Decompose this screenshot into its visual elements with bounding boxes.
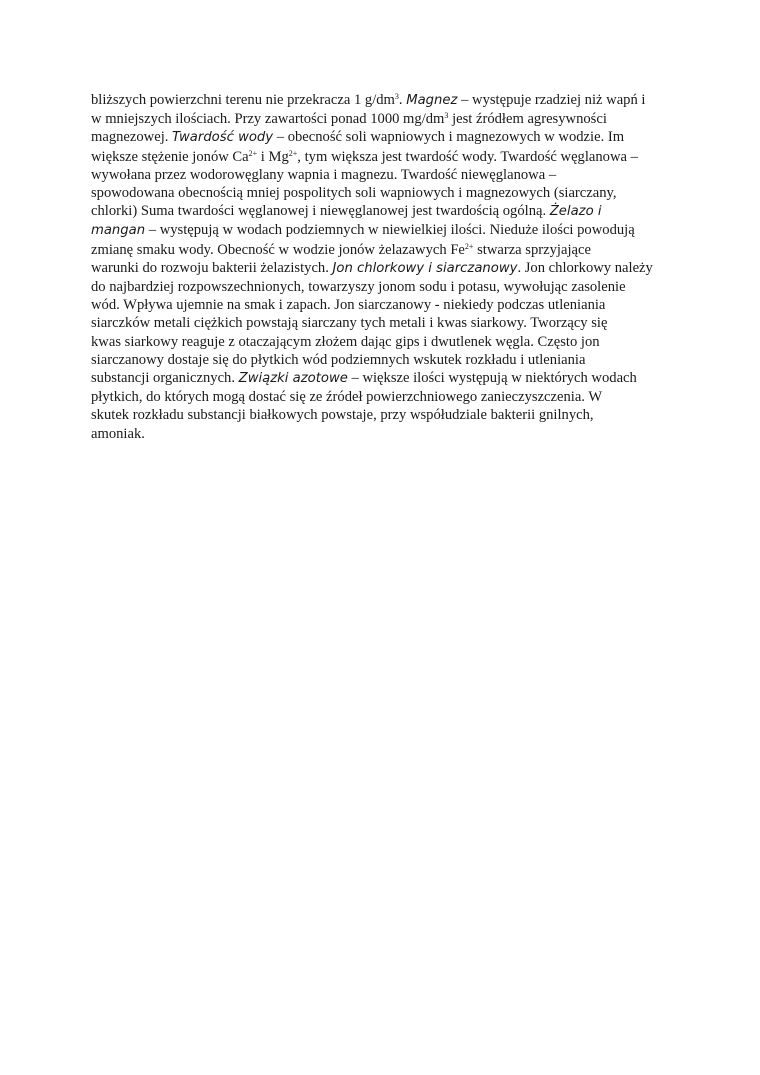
text-line-16: substancji organicznych. Związki azotowe – większe ilości występują w niektórych wodach bbox=[91, 370, 637, 387]
term-mangan: mangan bbox=[91, 223, 146, 239]
text-line-12: wód. Wpływa ujemnie na smak i zapach. Jon siarczanowy - niekiedy podczas utleniania bbox=[91, 297, 606, 314]
text-line-19: amoniak. bbox=[91, 425, 145, 442]
body-text bbox=[91, 91, 681, 443]
term-jon: Jon chlorkowy i siarczanowy bbox=[332, 260, 518, 276]
text-line-8: mangan – występują w wodach podziemnych w niewielkiej ilości. Nieduże ilości powodują bbox=[91, 222, 635, 239]
term-zelazo: Żelazo i bbox=[549, 204, 602, 220]
text-line-2: w mniejszych ilościach. Przy zawartości ponad 1000 $mg/dm^3$ jest źródłem agresywności bbox=[91, 111, 607, 128]
text-line-18: skutek rozkładu substancji białkowych powstaje, przy współudziale bakterii gnilnych, bbox=[91, 407, 594, 424]
text-line-15: siarczanowy dostaje się do płytkich wód podziemnych wskutek rozkładu i utleniania bbox=[91, 351, 586, 368]
term-twardosc-wody: Twardość wody bbox=[172, 130, 274, 146]
superscript: 3 bbox=[394, 92, 399, 101]
text-line-6: spowodowana obecnością mniej pospolitych soli wapniowych i magnezowych (siarczany, bbox=[91, 185, 617, 202]
superscript: 2+ bbox=[464, 241, 474, 251]
text-line-3: magnezowej. Twardość wody – obecność soli wapniowych i magnezowych w wodzie. Im bbox=[91, 129, 625, 146]
text-line-5: wywołana przez wodorowęglany wapnia i magnezu. Twardość niewęglanowa – bbox=[91, 166, 557, 183]
text-line-1: bliższych powierzchni terenu nie przekracza 1 $g/dm^3$. Magnez – występuje rzadziej niż wapń i bbox=[91, 92, 646, 108]
text-line-9: zmianę smaku wody. Obecność w wodzie jonów żelazawych $Fe^{2+}$ stwarza sprzyjające bbox=[91, 241, 591, 258]
term-zwiazki-azotowe: Związki azotowe bbox=[238, 371, 348, 387]
superscript: 3 bbox=[444, 111, 449, 121]
text-line-17: płytkich, do których mogą dostać się ze źródeł powierzchniowego zanieczyszczenia. W bbox=[91, 389, 603, 406]
text-line-14: kwas siarkowy reaguje z otaczającym złożem dając gips i dwutlenek węgla. Często jon bbox=[91, 333, 600, 350]
superscript: 2+ bbox=[288, 148, 298, 158]
text-line-7: chlorki) Suma twardości węglanowej i niewęglanowej jest twardością ogólną. Żelazo i bbox=[91, 203, 602, 220]
text-line-4: większe stężenie jonów $Ca^{2+}$ i $Mg^{2+}$, tym większa jest twardość wody. Twardość węglanowa – bbox=[91, 148, 638, 165]
text-line-13: siarczków metali ciężkich powstają siarczany tych metali i kwas siarkowy. Tworzący się bbox=[91, 315, 608, 332]
text-line-11: do najbardziej rozpowszechnionych, towarzyszy jonom sodu i potasu, wywołując zasolenie bbox=[91, 279, 626, 296]
text-line-10: warunki do rozwoju bakterii żelazistych. Jon chlorkowy i siarczanowy. Jon chlorkowy należy bbox=[91, 259, 653, 276]
term-magnez: Magnez bbox=[406, 93, 458, 108]
superscript: 2+ bbox=[248, 148, 258, 158]
